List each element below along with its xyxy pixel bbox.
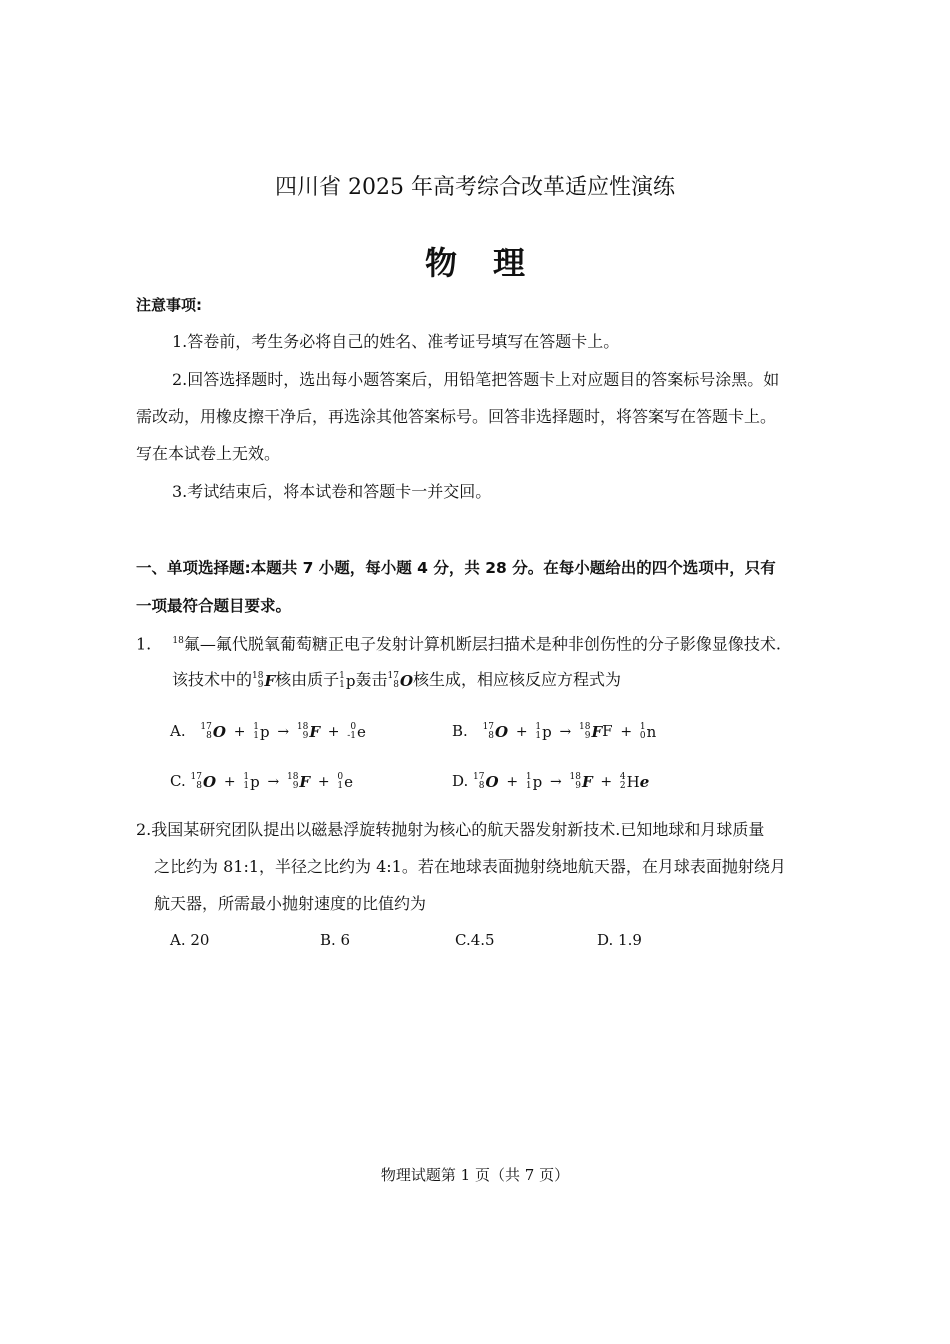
option-label: B. bbox=[452, 722, 468, 740]
element-symbol: p bbox=[345, 671, 356, 690]
nuclide-F18 bbox=[252, 671, 275, 691]
page-footer: 物理试题第 1 页（共 7 页） bbox=[380, 1166, 570, 1184]
charge-number: 1 bbox=[535, 731, 542, 741]
plus-sign: + bbox=[317, 774, 330, 790]
charge-number: 8 bbox=[206, 731, 212, 741]
element-symbol: O bbox=[202, 773, 217, 791]
option-a[interactable] bbox=[170, 722, 366, 741]
mass-number: 17 bbox=[482, 722, 495, 732]
element-symbol: O bbox=[495, 723, 509, 741]
charge-number: 0 bbox=[639, 731, 646, 741]
charge-number: 9 bbox=[292, 781, 299, 791]
charge-number: 2 bbox=[619, 781, 626, 791]
q2-option-b[interactable]: B. 6 bbox=[320, 931, 351, 949]
mass-number: 17 bbox=[200, 722, 212, 732]
mass-number: 1 bbox=[525, 772, 532, 782]
plus-sign: + bbox=[506, 774, 519, 790]
nuclide-proton bbox=[535, 723, 551, 741]
notice-heading: 注意事项: bbox=[136, 296, 202, 314]
question-number: 1. bbox=[136, 634, 152, 654]
option-label: C. bbox=[170, 772, 186, 790]
option-b[interactable] bbox=[452, 722, 656, 741]
plus-sign: + bbox=[515, 724, 528, 740]
element-symbol: F bbox=[309, 723, 320, 741]
option-c[interactable] bbox=[170, 772, 353, 791]
plus-sign: + bbox=[620, 724, 633, 740]
charge-number: 8 bbox=[488, 731, 495, 741]
element-symbol: p bbox=[542, 723, 552, 741]
element-symbol: p bbox=[259, 723, 270, 741]
q2-option-c[interactable]: C.4.5 bbox=[455, 931, 495, 949]
nuclide-F18 bbox=[570, 773, 593, 791]
charge-number: 9 bbox=[584, 731, 591, 741]
charge-number: 1 bbox=[253, 731, 259, 741]
option-label: A. bbox=[170, 722, 186, 740]
question-1-line-2 bbox=[172, 670, 621, 691]
arrow-icon: → bbox=[277, 724, 290, 740]
element-symbol: p bbox=[250, 773, 260, 791]
question-1-text: 氟—氟代脱氧葡萄糖正电子发射计算机断层扫描术是种非创伤性的分子影像显像技术. bbox=[183, 634, 781, 654]
element-symbol: O bbox=[212, 723, 226, 741]
mass-number: 0 bbox=[350, 722, 357, 732]
question-text: 核生成，相应核反应方程式为 bbox=[413, 670, 622, 689]
element-symbol: O bbox=[399, 671, 414, 690]
nuclide-F18 bbox=[579, 723, 602, 741]
mass-number: 18 bbox=[286, 772, 299, 782]
element-symbol: e bbox=[344, 773, 353, 791]
charge-number: 8 bbox=[478, 781, 485, 791]
charge-number: 9 bbox=[302, 731, 309, 741]
element-symbol: F bbox=[591, 723, 603, 741]
element-symbol: H bbox=[626, 773, 640, 791]
arrow-icon: → bbox=[550, 774, 562, 790]
section-heading-line-2: 一项最符合题目要求。 bbox=[136, 597, 292, 615]
element-symbol: F bbox=[264, 671, 276, 690]
notice-item-1: 1.答卷前，考生务必将自己的姓名、准考证号填写在答题卡上。 bbox=[172, 332, 620, 351]
notice-item-2-line-1: 2.回答选择题时，选出每小题答案后，用铅笔把答题卡上对应题目的答案标号涂黑。如 bbox=[172, 370, 780, 389]
mass-number: 18 bbox=[172, 636, 184, 646]
mass-number: 17 bbox=[387, 670, 399, 681]
nuclide-O17 bbox=[200, 723, 226, 741]
mass-number: 17 bbox=[473, 772, 485, 782]
element-symbol: F bbox=[581, 773, 593, 791]
mass-number: 18 bbox=[569, 772, 581, 782]
question-text: 轰击 bbox=[355, 670, 388, 689]
nuclide-neutron bbox=[640, 723, 656, 741]
nuclide-F18 bbox=[287, 773, 310, 791]
plus-sign: + bbox=[223, 774, 236, 790]
notice-item-3: 3.考试结束后，将本试卷和答题卡一并交回。 bbox=[172, 482, 492, 501]
mass-number: 18 bbox=[252, 670, 264, 681]
mass-number: 18 bbox=[296, 722, 309, 732]
nuclide-O17 bbox=[388, 671, 414, 691]
element-symbol: F bbox=[602, 722, 613, 740]
question-2-line-3: 航天器，所需最小抛射速度的比值约为 bbox=[154, 894, 427, 913]
notice-item-2-line-2: 需改动，用橡皮擦干净后，再选涂其他答案标号。回答非选择题时，将答案写在答题卡上。 bbox=[136, 407, 777, 426]
nuclide-O17 bbox=[191, 773, 217, 791]
nuclide-O17 bbox=[483, 723, 509, 741]
nuclide-F18 bbox=[297, 723, 320, 741]
charge-number: 9 bbox=[257, 679, 264, 690]
q2-option-a[interactable]: A. 20 bbox=[170, 931, 210, 949]
element-symbol: p bbox=[532, 773, 543, 791]
nuclide-proton bbox=[339, 671, 355, 691]
charge-number: 9 bbox=[575, 781, 581, 791]
option-label: D. bbox=[452, 772, 469, 790]
element-symbol: O bbox=[485, 773, 499, 791]
q2-option-d[interactable]: D. 1.9 bbox=[597, 931, 642, 949]
mass-number: 18 bbox=[579, 722, 591, 732]
nuclide-electron bbox=[337, 773, 353, 791]
arrow-icon: → bbox=[559, 724, 572, 740]
charge-number: 1 bbox=[243, 781, 250, 791]
element-symbol: e bbox=[357, 723, 366, 741]
mass-number: 4 bbox=[619, 772, 626, 782]
mass-number: 1 bbox=[243, 772, 250, 782]
question-text: 该技术中的 bbox=[172, 670, 253, 689]
charge-number: 8 bbox=[196, 781, 202, 791]
question-2-line-1: 2.我国某研究团队提出以磁悬浮旋转抛射为核心的航天器发射新技术.已知地球和月球质量 bbox=[136, 820, 765, 839]
element-symbol: F bbox=[299, 773, 311, 791]
nuclide-positron bbox=[347, 723, 366, 741]
exam-title: 四川省 2025 年高考综合改革适应性演练 bbox=[275, 175, 675, 200]
nuclide-O17 bbox=[473, 773, 499, 791]
charge-number: 1 bbox=[339, 679, 345, 690]
charge-number: 1 bbox=[525, 781, 532, 791]
charge-number: 1 bbox=[337, 781, 344, 791]
mass-number: 0 bbox=[337, 772, 344, 782]
element-symbol: e bbox=[639, 773, 650, 791]
mass-number: 17 bbox=[190, 772, 202, 782]
plus-sign: + bbox=[233, 724, 246, 740]
mass-number: 1 bbox=[639, 722, 646, 732]
charge-number: 8 bbox=[393, 679, 399, 690]
question-text: 核由质子 bbox=[275, 670, 340, 689]
nuclide-helium bbox=[620, 773, 649, 791]
mass-number: 1 bbox=[339, 670, 345, 681]
plus-sign: + bbox=[600, 774, 613, 790]
question-2-line-2: 之比约为 81:1，半径之比约为 4:1。若在地球表面抛射绕地航天器，在月球表面抛射绕月 bbox=[154, 857, 786, 876]
charge-number: -1 bbox=[347, 731, 357, 741]
subject-title: 物理 bbox=[424, 244, 561, 282]
option-d[interactable] bbox=[452, 772, 649, 791]
plus-sign: + bbox=[327, 724, 340, 740]
element-symbol: n bbox=[646, 723, 657, 741]
mass-number: 1 bbox=[253, 722, 259, 732]
arrow-icon: → bbox=[267, 774, 280, 790]
notice-item-2-line-3: 写在本试卷上无效。 bbox=[136, 444, 281, 463]
nuclide-proton bbox=[526, 773, 542, 791]
nuclide-proton bbox=[253, 723, 269, 741]
question-1-line-1 bbox=[136, 631, 781, 654]
nuclide-proton bbox=[243, 773, 259, 791]
section-heading-line-1: 一、单项选择题:本题共 7 小题，每小题 4 分，共 28 分。在每小题给出的四个选项中，只有 bbox=[136, 559, 776, 577]
mass-number: 1 bbox=[535, 722, 542, 732]
